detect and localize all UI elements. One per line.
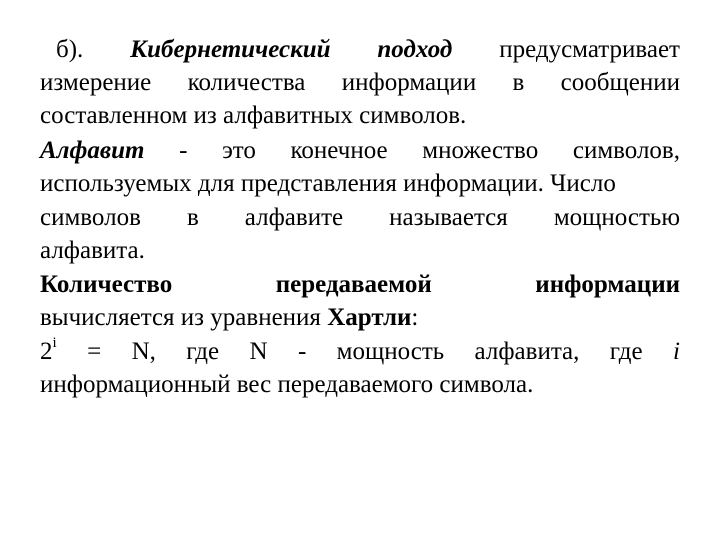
- body-text-word: в: [512, 69, 525, 96]
- body-text-word: конечное: [290, 137, 388, 164]
- bold-word: передаваемой: [275, 271, 432, 298]
- body-text-word: мощностью: [553, 204, 680, 231]
- body-text-word: информации: [341, 69, 477, 96]
- formula-word: -: [297, 338, 307, 365]
- body-text-word: -: [179, 137, 188, 164]
- formula-word: мощность: [336, 338, 445, 365]
- body-text-word: в: [186, 204, 199, 231]
- body-text-word: сообщении: [560, 69, 680, 96]
- bold-word: Количество: [40, 271, 173, 298]
- body-text-word: называется: [389, 204, 508, 231]
- item-label: б).: [56, 36, 84, 63]
- body-text-word: алфавите: [244, 204, 344, 231]
- formula-power: [40, 335, 57, 368]
- formula-word: N,: [131, 338, 156, 365]
- paragraph3-line1: [40, 268, 680, 301]
- paragraph2-line4: алфавита.: [40, 237, 145, 264]
- formula-word: где: [186, 338, 220, 365]
- paragraph2-line1: [40, 134, 680, 167]
- body-text-word: измерение: [40, 69, 152, 96]
- colon: :: [411, 304, 419, 331]
- paragraph2-line3: [40, 201, 680, 234]
- formula-word: алфавита,: [474, 338, 580, 365]
- body-text-word: символов,: [572, 137, 680, 164]
- term-cybernetic: Кибернетический: [130, 36, 331, 63]
- paragraph3-line2: [40, 301, 680, 334]
- formula-word: где: [609, 338, 643, 365]
- body-text-word: это: [222, 137, 256, 164]
- term-approach: подход: [377, 36, 453, 63]
- term-alphabet: Алфавит: [40, 137, 145, 164]
- paragraph2-line2: используемых для представления информации. Число: [40, 170, 616, 197]
- paragraph1-line1: [56, 33, 680, 66]
- term-hartley: Хартли: [327, 304, 412, 331]
- formula-base: 2: [40, 338, 53, 365]
- formula-line: [40, 335, 680, 368]
- body-text: вычисляется из уравнения: [40, 304, 321, 331]
- formula-variable: i: [673, 338, 680, 365]
- body-text-word: количества: [187, 69, 306, 96]
- formula-exponent: i: [52, 335, 57, 351]
- paragraph1-line3: составленном из алфавитных символов.: [40, 102, 467, 129]
- formula-continuation: информационный вес передаваемого символа.: [40, 371, 534, 398]
- bold-word: информации: [535, 271, 680, 298]
- body-text-word: предусматривает: [499, 36, 680, 63]
- paragraph1-line2: [40, 66, 680, 99]
- formula-word: =: [87, 338, 102, 365]
- body-text-word: множество: [422, 137, 539, 164]
- formula-word: N: [249, 338, 268, 365]
- body-text-word: символов: [40, 204, 141, 231]
